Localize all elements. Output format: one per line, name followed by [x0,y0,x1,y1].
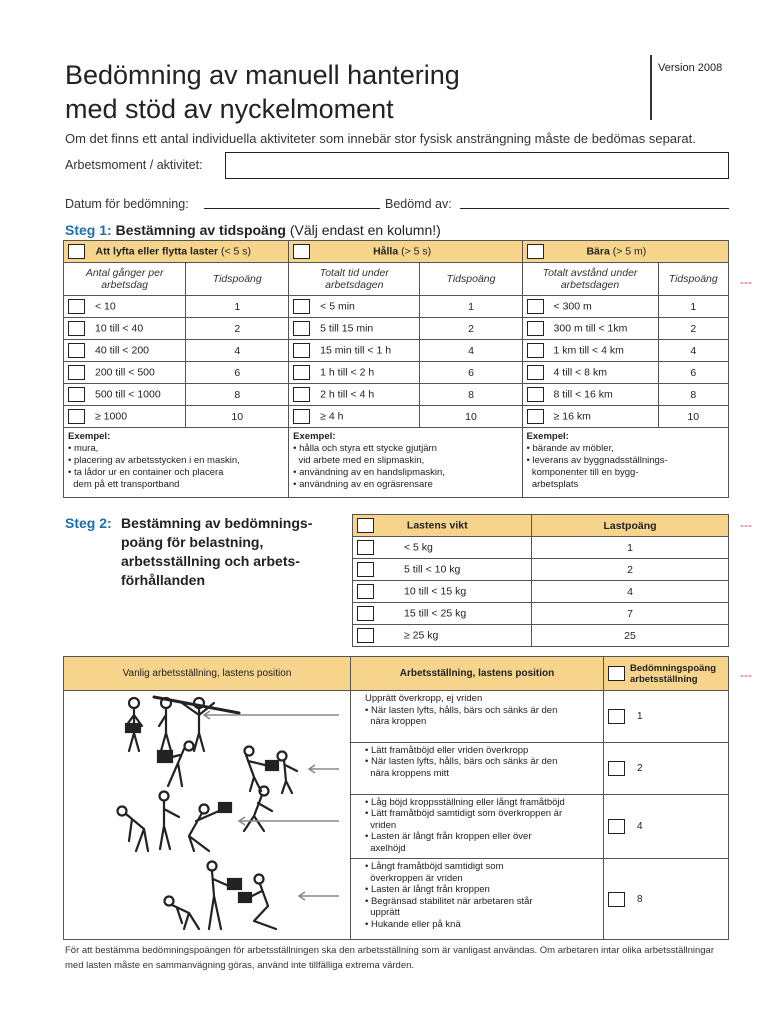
time-row [64,384,729,406]
step2-title: Bestämning av bedömnings- poäng för belastning, arbetsställning och arbets- förhållanden [121,515,313,588]
example-hold: Exempel: • hålla och styra ett stycke gjutjärn vid arbete med en slipmaskin, • användning av en handslipmaskin, • användning av en ogräsrensare [289,428,522,498]
time-row [64,340,729,362]
posture-illustrations [64,691,351,940]
time-row-checkbox[interactable] [68,409,85,424]
time-row-checkbox[interactable] [527,387,544,402]
time-row [64,296,729,318]
load-points-cell: 25 [532,625,729,647]
load-points-cell: 1 [532,537,729,559]
time-row [64,318,729,340]
time-score-cell: 8 [186,384,289,406]
col-header: Tidspoäng [420,263,522,296]
group-lift-checkbox[interactable] [68,244,85,259]
time-range-cell: 500 till < 1000 [64,384,186,406]
time-range-cell: 40 till < 200 [64,340,186,362]
time-range-cell: ≥ 1000 [64,406,186,428]
time-row-checkbox[interactable] [68,321,85,336]
time-score-cell: 2 [186,318,289,340]
time-row-checkbox[interactable] [293,299,310,314]
posture-desc-line: upprätt [365,907,400,919]
time-row [64,362,729,384]
posture-score-4-checkbox[interactable] [608,892,625,907]
load-row [353,603,729,625]
time-row-checkbox[interactable] [527,409,544,424]
time-range-cell: 200 till < 500 [64,362,186,384]
group-carry-header: Bära (> 5 m) [522,241,728,263]
time-score-cell: 1 [420,296,522,318]
posture-row-4-desc [351,859,604,940]
example-lift: Exempel: • mura, • placering av arbetsstycken i en maskin, • ta lådor ur en container och placera dem på ett transportband [64,428,289,498]
time-row-checkbox[interactable] [527,321,544,336]
load-row-checkbox[interactable] [357,628,374,643]
posture-row-1-score: 1 [604,691,729,743]
time-score-cell: 4 [420,340,522,362]
load-points-header: Lastpoäng [532,515,729,537]
time-score-cell: 10 [658,406,728,428]
time-score-cell: 6 [658,362,728,384]
time-score-cell: 2 [658,318,728,340]
posture-row-2-desc [351,742,604,794]
time-range-cell: 5 till 15 min [289,318,420,340]
posture-figures [64,691,342,936]
load-weight-cell: < 5 kg [353,537,532,559]
col-header: Tidspoäng [186,263,289,296]
posture-score-2-checkbox[interactable] [608,761,625,776]
time-range-cell: < 300 m [522,296,658,318]
time-range-cell: 10 till < 40 [64,318,186,340]
load-weight-cell: ≥ 25 kg [353,625,532,647]
time-score-cell: 10 [420,406,522,428]
load-row [353,581,729,603]
margin-marker: --- [740,275,752,289]
load-points-cell: 2 [532,559,729,581]
time-score-table [63,240,729,498]
load-row-checkbox[interactable] [357,584,374,599]
posture-row-3-score: 4 [604,794,729,859]
load-row [353,537,729,559]
time-range-cell: 15 min till < 1 h [289,340,420,362]
time-row-checkbox[interactable] [293,409,310,424]
version-label: Version 2008 [658,62,723,74]
time-range-cell: 1 km till < 4 km [522,340,658,362]
posture-score-3-checkbox[interactable] [608,819,625,834]
load-row-checkbox[interactable] [357,606,374,621]
time-range-cell: < 10 [64,296,186,318]
step2-heading: Steg 2: [65,515,112,531]
assessed-by-input[interactable] [460,208,729,209]
title-divider [650,55,652,120]
col-header: Totalt tid under arbetsdagen [289,263,420,296]
load-score-table [352,514,729,647]
posture-desc-line: Upprätt överkropp, ej vriden [365,693,483,704]
group-lift-header: Att lyfta eller flytta laster (< 5 s) [64,241,289,263]
time-row-checkbox[interactable] [68,343,85,358]
load-weight-cell: 5 till < 10 kg [353,559,532,581]
posture-desc-line: vriden [365,819,397,831]
load-row-checkbox[interactable] [357,540,374,555]
intro-text: Om det finns ett antal individuella aktiviteter som innebär stor fysisk ansträngning måste de bedömas separat. [65,131,696,146]
time-score-cell: 2 [420,318,522,340]
posture-desc-line: överkroppen är vriden [365,872,463,884]
time-score-cell: 8 [658,384,728,406]
posture-col1-header: Vanlig arbetsställning, lastens position [64,657,351,691]
load-row [353,625,729,647]
posture-desc-line: • Begränsad stabilitet när arbetaren står [365,895,533,907]
footer-note: För att bestämma bedömningspoängen för arbetsställningen ska den arbetsställning som är vanligast användas. Om arbetaren intar olika arbetsställningar med lasten måste en sammanvägning göras, använd inte tillfälliga extrema värden. [65,945,715,971]
col-header: Totalt avstånd under arbetsdagen [522,263,658,296]
time-score-cell: 6 [420,362,522,384]
step1-heading: Steg 1: Bestämning av tidspoäng (Välj endast en kolumn!) [65,222,441,238]
time-row-checkbox[interactable] [68,299,85,314]
load-weight-header: Lastens vikt [353,515,532,537]
load-row-checkbox[interactable] [357,562,374,577]
posture-desc-line: • Lätt framåtböjd samtidigt som överkroppen är [365,808,563,820]
posture-desc-line: • När lasten lyfts, hålls, bärs och sänks är den [365,756,558,768]
assessed-by-label: Bedömd av: [385,197,452,211]
posture-row-2-score: 2 [604,742,729,794]
posture-desc-line: • Lasten är långt från kroppen [365,884,490,896]
load-header-checkbox[interactable] [357,518,374,533]
group-hold-header: Hålla (> 5 s) [289,241,522,263]
time-row-checkbox[interactable] [527,343,544,358]
activity-label: Arbetsmoment / aktivitet: [65,158,203,172]
time-row-checkbox[interactable] [293,321,310,336]
date-label: Datum för bedömning: [65,197,189,211]
load-points-cell: 4 [532,581,729,603]
posture-desc-line: • Låg böjd kroppsställning eller långt framåtböjd [365,796,565,808]
group-carry-checkbox[interactable] [527,244,544,259]
margin-marker: --- [740,668,752,682]
time-row-checkbox[interactable] [293,387,310,402]
time-row-checkbox[interactable] [293,365,310,380]
margin-marker: --- [740,518,752,532]
time-range-cell: ≥ 16 km [522,406,658,428]
time-range-cell: 300 m till < 1km [522,318,658,340]
posture-desc-line: nära kroppen [365,716,427,727]
posture-col2-header: Arbetsställning, lastens position [351,657,604,691]
time-row-checkbox[interactable] [68,387,85,402]
time-row-checkbox[interactable] [527,299,544,314]
posture-desc-line: • Hukande eller på knä [365,918,461,930]
time-range-cell: 2 h till < 4 h [289,384,420,406]
col-header: Tidspoäng [658,263,728,296]
time-range-cell: 1 h till < 2 h [289,362,420,384]
group-hold-checkbox[interactable] [293,244,310,259]
load-weight-cell: 10 till < 15 kg [353,581,532,603]
time-row-checkbox[interactable] [527,365,544,380]
posture-desc-line: • När lasten lyfts, hålls, bärs och sänks är den [365,704,558,716]
posture-desc-line: • Lasten är långt från kroppen eller över [365,831,532,843]
load-row [353,559,729,581]
time-range-cell: < 5 min [289,296,420,318]
time-score-cell: 1 [658,296,728,318]
posture-table [63,656,729,940]
time-range-cell: 8 till < 16 km [522,384,658,406]
posture-desc-line: axelhöjd [365,842,406,854]
time-score-cell: 10 [186,406,289,428]
load-points-cell: 7 [532,603,729,625]
time-score-cell: 6 [186,362,289,384]
date-input[interactable] [204,208,380,209]
posture-row-4-score: 8 [604,859,729,940]
time-score-cell: 8 [420,384,522,406]
time-row-checkbox[interactable] [293,343,310,358]
time-score-cell: 4 [658,340,728,362]
posture-col3-header: Bedömningspoäng arbetsställning [604,657,729,691]
example-carry: Exempel: • bärande av möbler, • leverans av byggnadsställnings- komponenter till en bygg- arbetsplats [522,428,728,498]
posture-desc-line: • Lätt framåtböjd eller vriden överkropp [365,744,529,756]
page-title: Bedömning av manuell hantering med stöd av nyckelmoment [65,60,460,124]
posture-score-1-checkbox[interactable] [608,709,625,724]
activity-input[interactable] [225,152,729,179]
time-row [64,406,729,428]
posture-row-1-desc [351,691,604,743]
time-score-cell: 4 [186,340,289,362]
posture-header-checkbox[interactable] [608,666,625,681]
col-header: Antal gånger per arbetsdag [64,263,186,296]
time-row-checkbox[interactable] [68,365,85,380]
posture-desc-line: • Långt framåtböjd samtidigt som [365,861,504,873]
time-score-cell: 1 [186,296,289,318]
time-range-cell: 4 till < 8 km [522,362,658,384]
posture-row-3-desc [351,794,604,859]
time-range-cell: ≥ 4 h [289,406,420,428]
posture-desc-line: nära kroppens mitt [365,767,449,779]
load-weight-cell: 15 till < 25 kg [353,603,532,625]
